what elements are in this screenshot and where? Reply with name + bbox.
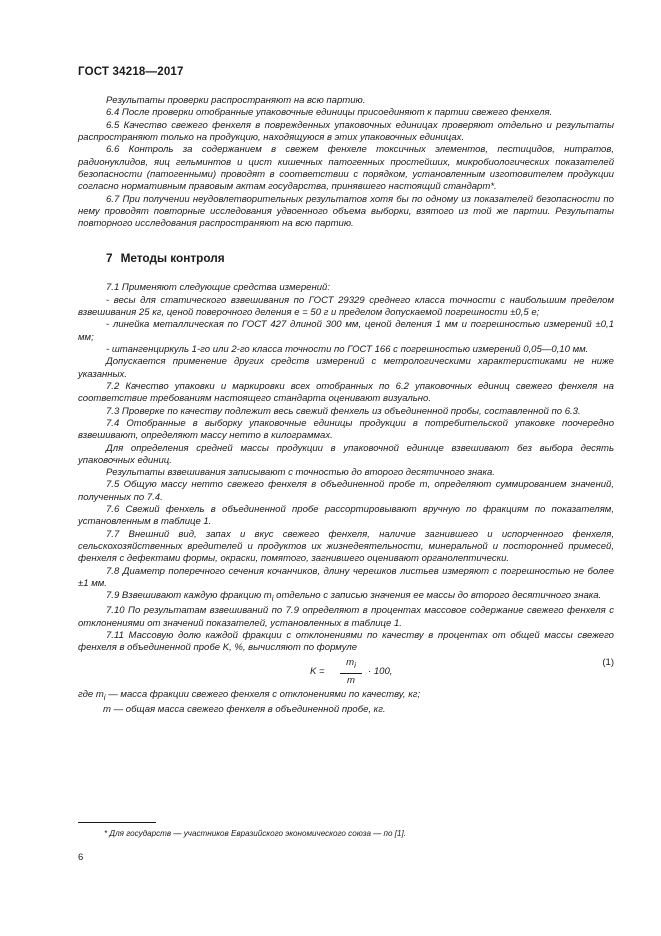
formula-denominator: m xyxy=(347,674,355,686)
section-title: Методы контроля xyxy=(120,251,225,266)
where-post: — масса фракции свежего фенхеля с отклонениями по качеству, кг; xyxy=(105,688,421,700)
equation-number: (1) xyxy=(602,656,614,668)
formula-rhs: · 100, xyxy=(368,665,393,677)
paragraph-6-4: 6.4 После проверки отобранные упаковочные единицы присоединяют к партии свежего фенхеля. xyxy=(106,107,553,119)
paragraph-6-7: 6.7 При получении неудовлетворительных результатов хотя бы по одному из показателей безопасности по нему проводят повторные исследования удвоенного объема выборки, взятого из той же партии. Результаты повторного исследования распространяют на всю партию. xyxy=(78,193,614,230)
paragraph-6-6: 6.6 Контроль за содержанием в свежем фенхеле токсичных элементов, пестицидов, нитратов, радионуклидов, яиц гельминтов и цист кишечных патогенных простейших, микробиологических показателей безопасности (патогенными) проводят в соответствии с порядком, установленным изготовителем продукции согласно нормативным правовым актам государства, принявшего настоящий стандарт*. xyxy=(78,144,614,193)
paragraph-7-1-caliper: - штангенциркуль 1-го или 2-го класса точности по ГОСТ 166 с погрешностью измерений 0,05—0,10 мм. xyxy=(106,344,589,355)
formula-numerator-symbol: m xyxy=(346,656,355,668)
paragraph-7-9-pre: 7.9 Взвешивают каждую фракцию m xyxy=(106,590,272,602)
section-heading xyxy=(78,251,614,265)
paragraph-7-1: 7.1 Применяют следующие средства измерений: xyxy=(106,282,330,294)
document-body xyxy=(78,95,614,716)
section-number: 7 xyxy=(106,251,113,266)
paragraph-7-2: 7.2 Качество упаковки и маркировки всех отобранных по 6.2 упаковочных единиц свежего фенхеля на соответствие требованиям настоящего стандарта оценивают визуально. xyxy=(78,380,614,405)
paragraph-7-3: 7.3 Проверке по качеству подлежит весь свежий фенхель из объединенной пробы, составленной по 6.3. xyxy=(106,405,581,417)
paragraph-7-9-sub: i xyxy=(271,594,274,604)
formula-1 xyxy=(78,657,614,687)
paragraph-7-9-post: отдельно с записью значения ее массы до второго десятичного знака. xyxy=(273,590,602,602)
where-sub: i xyxy=(103,692,106,702)
paragraph-7-1-allowed: Допускается применение других средств измерений с метрологическими характеристиками не ниже указанных. xyxy=(78,356,614,380)
paragraph-7-4-average: Для определения средней массы продукции в упаковочной единице взвешивают без выбора десять упаковочных единиц. xyxy=(78,442,614,466)
paragraph-7-10: 7.10 По результатам взвешиваний по 7.9 определяют в процентах массовое содержание свежего фенхеля с отклонениями от значений показателей, установленных в таблице 1. xyxy=(78,605,614,629)
where-line-2: m — общая масса свежего фенхеля в объединенной пробе, кг. xyxy=(103,703,386,715)
paragraph-7-7: 7.7 Внешний вид, запах и вкус свежего фенхеля, наличие загнившего и испорченного фенхеля, сельскохозяйственных вредителей и продуктов их жизнедеятельности, минеральной и посторонней примесей, фенхеля с дефектами формы, окраски, помятого, загнившего оценивают органолептически. xyxy=(78,528,614,565)
paragraph-7-1-scales: - весы для статического взвешивания по ГОСТ 29329 среднего класса точности с наибольшим пределом взвешивания 25 кг, ценой поверочного деления е = 50 г и пределом допускаемой погрешности ±0,5 е; xyxy=(78,294,614,319)
paragraph-7-4-results: Результаты взвешивания записывают с точностью до второго десятичного знака. xyxy=(106,467,495,479)
formula-numerator-sub: i xyxy=(354,660,356,670)
paragraph-6-5: 6.5 Качество свежего фенхеля в поврежденных упаковочных единицах проверяют отдельно и результаты распространяют только на продукцию, находящуюся в этих упаковочных единицах. xyxy=(78,119,614,143)
paragraph-7-4: 7.4 Отобранные в выборку упаковочные единицы продукции в потребительской упаковке поочередно взвешивают, определяют массу нетто в килограммах. xyxy=(78,417,614,442)
paragraph-7-8: 7.8 Диаметр поперечного сечения кочанчиков, длину черешков листьев измеряют с погрешностью не более ±1 мм. xyxy=(78,565,614,589)
paragraph-7-11: 7.11 Массовую долю каждой фракции с отклонениями по качеству в процентах от общей массы свежего фенхеля в объединенной пробе K, %, вычисляют по формуле xyxy=(78,630,614,654)
page-number: 6 xyxy=(78,852,84,863)
formula-numerator xyxy=(340,657,362,674)
footnote: * Для государств — участников Евразийского экономического союза — по [1]. xyxy=(104,829,407,838)
paragraph-7-9 xyxy=(78,590,614,605)
formula-lhs: K = xyxy=(310,665,325,677)
standard-header: ГОСТ 34218—2017 xyxy=(78,66,184,78)
paragraph-7-5: 7.5 Общую массу нетто свежего фенхеля в объединенной пробе m, определяют суммированием значений, полученных по 7.4. xyxy=(78,479,614,503)
where-line-1 xyxy=(78,689,614,704)
paragraph-7-1-ruler: - линейка металлическая по ГОСТ 427 длиной 300 мм, ценой деления 1 мм и погрешностью измерений ±0,1 мм; xyxy=(78,319,614,343)
paragraph-intro: Результаты проверки распространяют на всю партию. xyxy=(106,95,366,106)
footnote-divider xyxy=(78,822,156,823)
paragraph-7-6: 7.6 Свежий фенхель в объединенной пробе рассортировывают вручную по фракциям по показателям, установленным в таблице 1. xyxy=(78,504,614,528)
where-pre: где m xyxy=(78,688,104,700)
formula-fraction xyxy=(340,657,362,687)
